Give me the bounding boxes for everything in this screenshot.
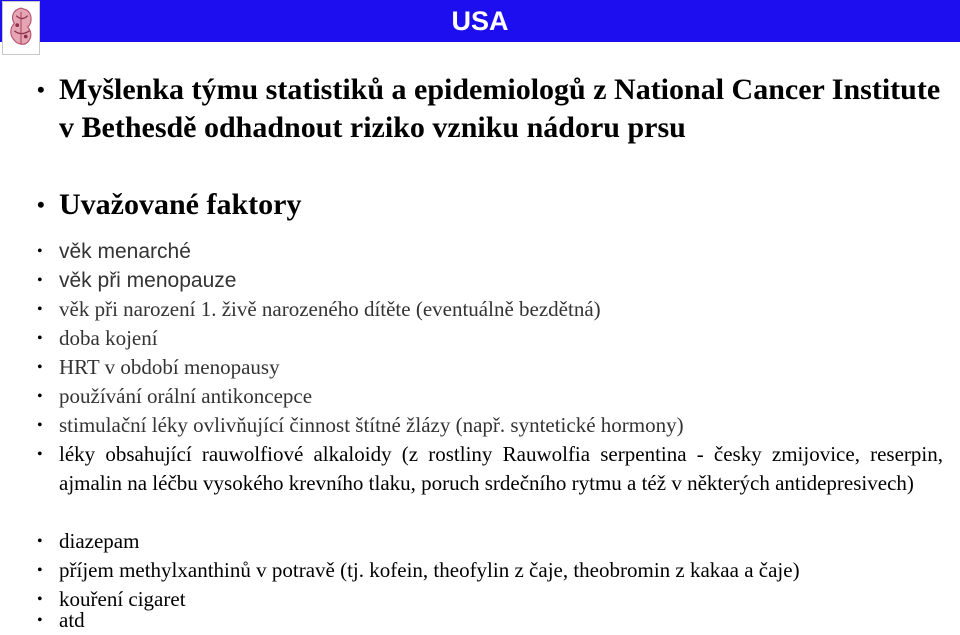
list-item-text: atd: [59, 608, 85, 632]
list-item-text: doba kojení: [59, 326, 158, 350]
bullet-dot-icon: •: [37, 77, 45, 102]
list-item-text: věk při menopauze: [59, 269, 237, 292]
bullet-dot-icon: •: [37, 272, 43, 289]
list-item-text: Myšlenka týmu statistiků a epidemiologů z National Cancer Institute v Bethesdě odhadnout riziko vzniku nádoru prsu: [59, 73, 941, 144]
list-item-text: léky obsahující rauwolfiové alkaloidy (z rostliny Rauwolfia serpentina - česky zmijovice, reserpin, ajmalin na léčbu vysokého krevního tlaku, poruch srdečního rytmu a též v některých antidepresivech): [59, 442, 943, 495]
list-item-text: Uvažované faktory: [59, 188, 302, 221]
title-bar: [0, 0, 960, 42]
list-item-text: věk menarché: [59, 240, 191, 263]
list-item: [37, 353, 943, 382]
medical-logo-icon: [2, 1, 40, 55]
bullet-dot-icon: •: [37, 330, 43, 347]
list-item: [37, 266, 943, 295]
list-item: [37, 186, 943, 224]
bullet-dot-icon: •: [37, 359, 43, 376]
bullet-dot-icon: •: [37, 533, 43, 550]
list-item: [37, 606, 943, 635]
bullet-dot-icon: •: [37, 591, 43, 608]
list-item: [37, 237, 943, 266]
bullet-dot-icon: •: [37, 243, 43, 260]
list-item-text: kouření cigaret: [59, 587, 186, 611]
slide-title: USA: [451, 6, 509, 36]
list-item-text: používání orální antikoncepce: [59, 384, 313, 408]
list-item-text: příjem methylxanthinů v potravě (tj. kofein, theofylin z čaje, theobromin z kakaa a čaje): [59, 558, 800, 582]
list-item: [37, 440, 943, 498]
list-item: [37, 411, 943, 440]
bullet-dot-icon: •: [37, 301, 43, 318]
list-item-text: stimulační léky ovlivňující činnost štítné žlázy (např. syntetické hormony): [59, 413, 684, 437]
list-item-text: věk při narození 1. živě narozeného dítěte (eventuálně bezdětná): [59, 297, 601, 321]
list-item: [37, 382, 943, 411]
list-item-text: diazepam: [59, 529, 140, 553]
list-item: [37, 556, 943, 585]
list-item: [37, 527, 943, 556]
bullet-dot-icon: •: [37, 388, 43, 405]
bullet-dot-icon: •: [37, 562, 43, 579]
list-item: [37, 295, 943, 324]
list-item: [37, 324, 943, 353]
bullet-dot-icon: •: [37, 417, 43, 434]
bullet-dot-icon: •: [37, 192, 45, 217]
bullet-dot-icon: •: [37, 612, 43, 629]
bullet-dot-icon: •: [37, 446, 43, 463]
list-item: [37, 71, 943, 147]
list-item-text: HRT v období menopausy: [59, 355, 280, 379]
